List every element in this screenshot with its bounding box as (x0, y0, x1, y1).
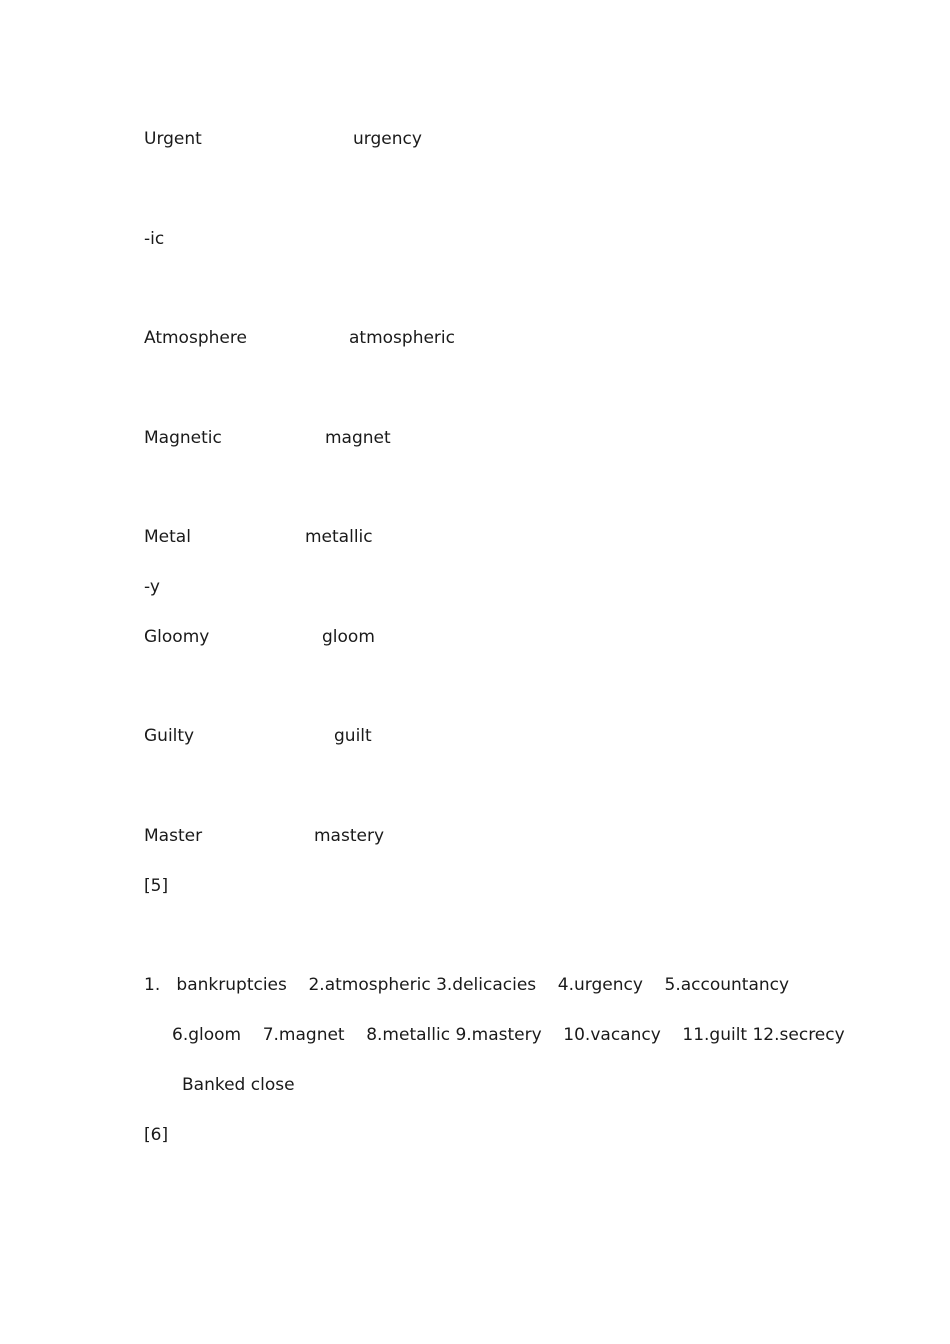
reference-marker-5: [5] (144, 876, 169, 896)
word-metallic: metallic (305, 527, 373, 547)
answer-line-1: 1. bankruptcies 2.atmospheric 3.delicacies 4.urgency 5.accountancy (144, 975, 790, 995)
word-atmosphere: Atmosphere (144, 328, 247, 348)
answer-line-2: 6.gloom 7.magnet 8.metallic 9.mastery 10.vacancy 11.guilt 12.secrecy (172, 1025, 845, 1045)
answer-line-3: Banked close (182, 1075, 295, 1095)
word-mastery: mastery (314, 826, 385, 846)
word-magnetic: Magnetic (144, 428, 222, 448)
word-gloomy: Gloomy (144, 627, 210, 647)
word-gloom: gloom (322, 627, 375, 647)
word-master: Master (144, 826, 203, 846)
reference-marker-6: [6] (144, 1125, 169, 1145)
suffix-heading-ic: -ic (144, 229, 165, 249)
word-atmospheric: atmospheric (349, 328, 455, 348)
word-guilty: Guilty (144, 726, 195, 746)
word-metal: Metal (144, 527, 191, 547)
suffix-heading-y: -y (144, 577, 160, 597)
word-urgent: Urgent (144, 129, 202, 149)
word-guilt: guilt (334, 726, 372, 746)
word-magnet: magnet (325, 428, 391, 448)
word-urgency: urgency (353, 129, 422, 149)
